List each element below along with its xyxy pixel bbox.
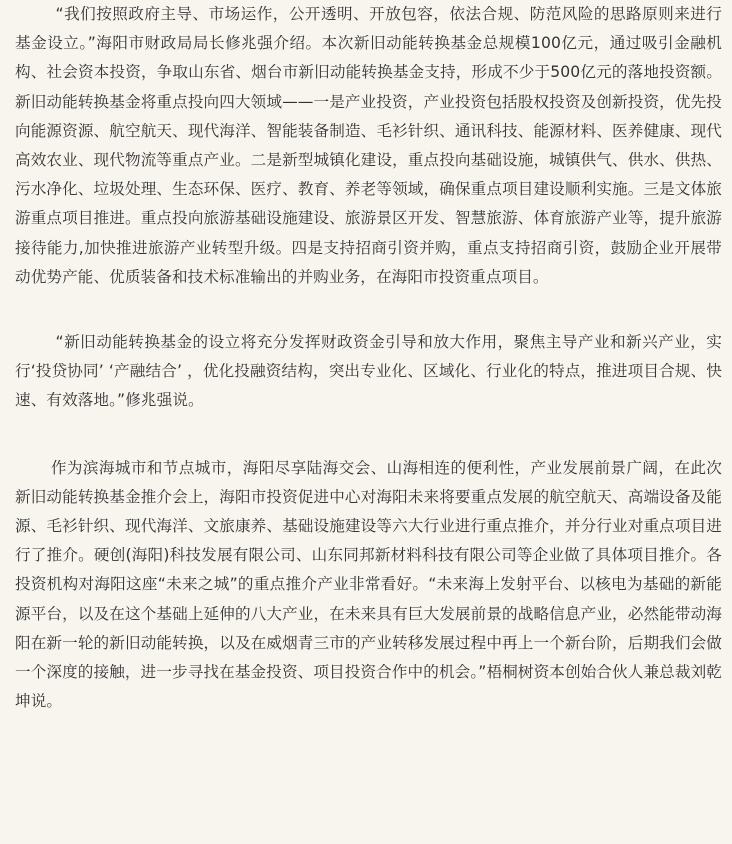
paragraph-fund-role-quote: “新旧动能转换基金的设立将充分发挥财政资金引导和放大作用，聚焦主导产业和新兴产业，实行‘投贷协同’ ‘产融结合’ ，优化投融资结构，突出专业化、区域化、行业化的特点，推进项目合规、快速、有效落地。”修兆强说。 bbox=[15, 333, 722, 410]
paragraph-investment-promotion: 作为滨海城市和节点城市，海阳尽享陆海交会、山海相连的便利性，产业发展前景广阔，在此次新旧动能转换基金推介会上，海阳市投资促进中心对海阳未来将要重点发展的航空航天、高端设备及能源、毛衫针织、现代海洋、文旅康养、基础设施建设等六大行业进行重点推介，并分行业对重点项目进行了推介。硬创(海阳)科技发展有限公司、山东同邦新材料科技有限公司等企业做了具体项目推介。各投资机构对海阳这座“未来之城”的重点推介产业非常看好。“未来海上发射平台、以核电为基础的新能源平台，以及在这个基础上延伸的八大产业，在未来具有巨大发展前景的战略信息产业，必然能带动海阳在新一轮的新旧动能转换，以及在威烟青三市的产业转移发展过程中再上一个新台阶，后期我们会做一个深度的接触，进一步寻找在基金投资、项目投资合作中的机会。”梧桐树资本创始合伙人兼总裁刘乾坤说。 bbox=[15, 458, 722, 711]
paragraph-fund-setup: “我们按照政府主导、市场运作，公开透明、开放包容，依法合规、防范风险的思路原则来进行基金设立。”海阳市财政局局长修兆强介绍。本次新旧动能转换基金总规模100亿元，通过吸引金融机构、社会资本投资，争取山东省、烟台市新旧动能转换基金支持，形成不少于500亿元的落地投资额。新旧动能转换基金将重点投向四大领域——一是产业投资，产业投资包括股权投资及创新投资，优先投向能源资源、航空航天、现代海洋、智能装备制造、毛衫针织、通讯科技、能源材料、医养健康、现代高效农业、现代物流等重点产业。二是新型城镇化建设，重点投向基础设施，城镇供气、供水、供热、污水净化、垃圾处理、生态环保、医疗、教育、养老等领域，确保重点项目建设顺利实施。三是文体旅游重点项目推进。重点投向旅游基础设施建设、旅游景区开发、智慧旅游、体育旅游产业等，提升旅游接待能力,加快推进旅游产业转型升级。四是支持招商引资并购，重点支持招商引资，鼓励企业开展带动优势产能、优质装备和技术标准输出的并购业务，在海阳市投资重点项目。 bbox=[15, 5, 722, 286]
